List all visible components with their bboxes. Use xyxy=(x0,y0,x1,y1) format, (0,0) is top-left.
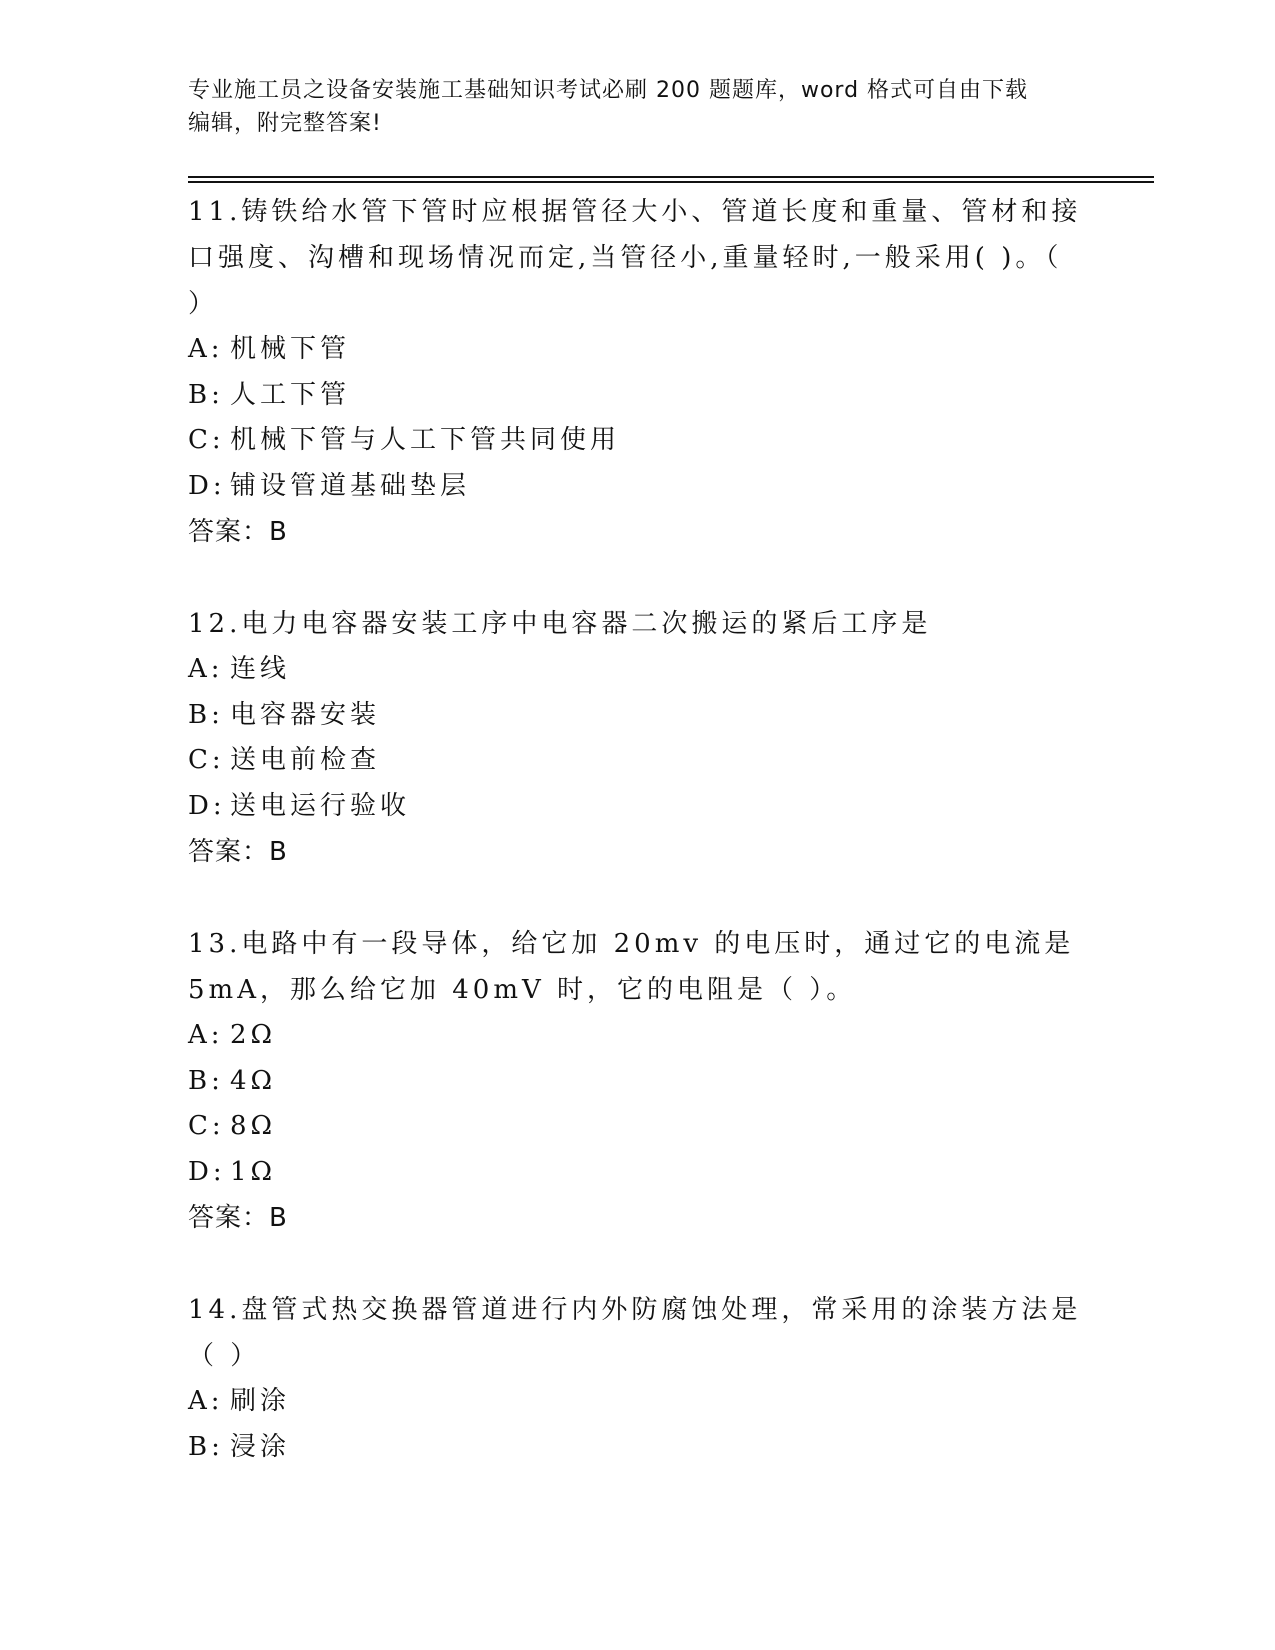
option-text: 刷涂 xyxy=(230,1386,291,1416)
answer-line: 答案：B xyxy=(188,837,288,867)
option-letter: B: xyxy=(188,379,224,410)
option-b xyxy=(188,373,1088,419)
option-letter: B: xyxy=(188,699,224,730)
header-line-2: 编辑，附完整答案! xyxy=(188,111,382,136)
question-12 xyxy=(188,601,1088,875)
option-b xyxy=(188,1425,1088,1471)
option-letter: A: xyxy=(188,334,224,364)
option-c xyxy=(188,1104,1088,1150)
option-b xyxy=(188,1059,1088,1105)
option-letter: A: xyxy=(188,654,224,684)
option-letter: B: xyxy=(188,1431,224,1462)
option-letter: D: xyxy=(188,790,226,821)
option-text: 8Ω xyxy=(230,1111,277,1141)
header-divider-bottom xyxy=(188,181,1154,183)
option-letter: A: xyxy=(188,1020,224,1050)
option-letter: B: xyxy=(188,1065,224,1096)
question-text: 14.盘管式热交换器管道进行内外防腐蚀处理，常采用的涂装方法是（ ） xyxy=(188,1295,1082,1371)
option-text: 送电前检查 xyxy=(230,745,381,775)
question-11 xyxy=(188,189,1088,555)
option-c xyxy=(188,738,1088,784)
option-letter: D: xyxy=(188,470,226,501)
option-text: 1Ω xyxy=(230,1156,277,1187)
option-letter: A: xyxy=(188,1386,224,1416)
option-letter: C: xyxy=(188,425,225,455)
option-text: 人工下管 xyxy=(230,379,351,410)
option-text: 浸涂 xyxy=(230,1431,291,1462)
option-d xyxy=(188,464,1088,510)
option-text: 送电运行验收 xyxy=(230,790,411,821)
option-a xyxy=(188,1379,1088,1425)
option-text: 电容器安装 xyxy=(230,699,381,730)
option-letter: C: xyxy=(188,745,225,775)
question-text: 11.铸铁给水管下管时应根据管径大小、管道长度和重量、管材和接口强度、沟槽和现场情况而定,当管径小,重量轻时,一般采用( )。（ ） xyxy=(188,197,1082,319)
option-text: 机械下管 xyxy=(230,334,351,364)
option-text: 2Ω xyxy=(230,1020,277,1050)
option-letter: C: xyxy=(188,1111,225,1141)
option-d xyxy=(188,784,1088,830)
option-text: 铺设管道基础垫层 xyxy=(230,470,471,501)
option-b xyxy=(188,693,1088,739)
question-text: 13.电路中有一段导体，给它加 20mv 的电压时，通过它的电流是 5mA，那么给它加 40mV 时，它的电阻是（ ）。 xyxy=(188,929,1075,1005)
option-text: 连线 xyxy=(230,654,291,684)
question-13 xyxy=(188,921,1088,1241)
option-d xyxy=(188,1150,1088,1196)
answer-line: 答案：B xyxy=(188,1203,288,1233)
question-14 xyxy=(188,1287,1088,1470)
option-text: 4Ω xyxy=(230,1065,277,1096)
option-letter: D: xyxy=(188,1156,226,1187)
question-text: 12.电力电容器安装工序中电容器二次搬运的紧后工序是 xyxy=(188,609,932,639)
option-a xyxy=(188,327,1088,373)
option-a xyxy=(188,1013,1088,1059)
header-divider-top xyxy=(188,176,1154,178)
header-line-1: 专业施工员之设备安装施工基础知识考试必刷 200 题题库，word 格式可自由下载 xyxy=(188,78,1029,103)
document-header xyxy=(188,74,1068,140)
option-text: 机械下管与人工下管共同使用 xyxy=(230,425,621,455)
question-list xyxy=(188,189,1088,1516)
option-c xyxy=(188,418,1088,464)
answer-line: 答案：B xyxy=(188,517,288,547)
option-a xyxy=(188,647,1088,693)
